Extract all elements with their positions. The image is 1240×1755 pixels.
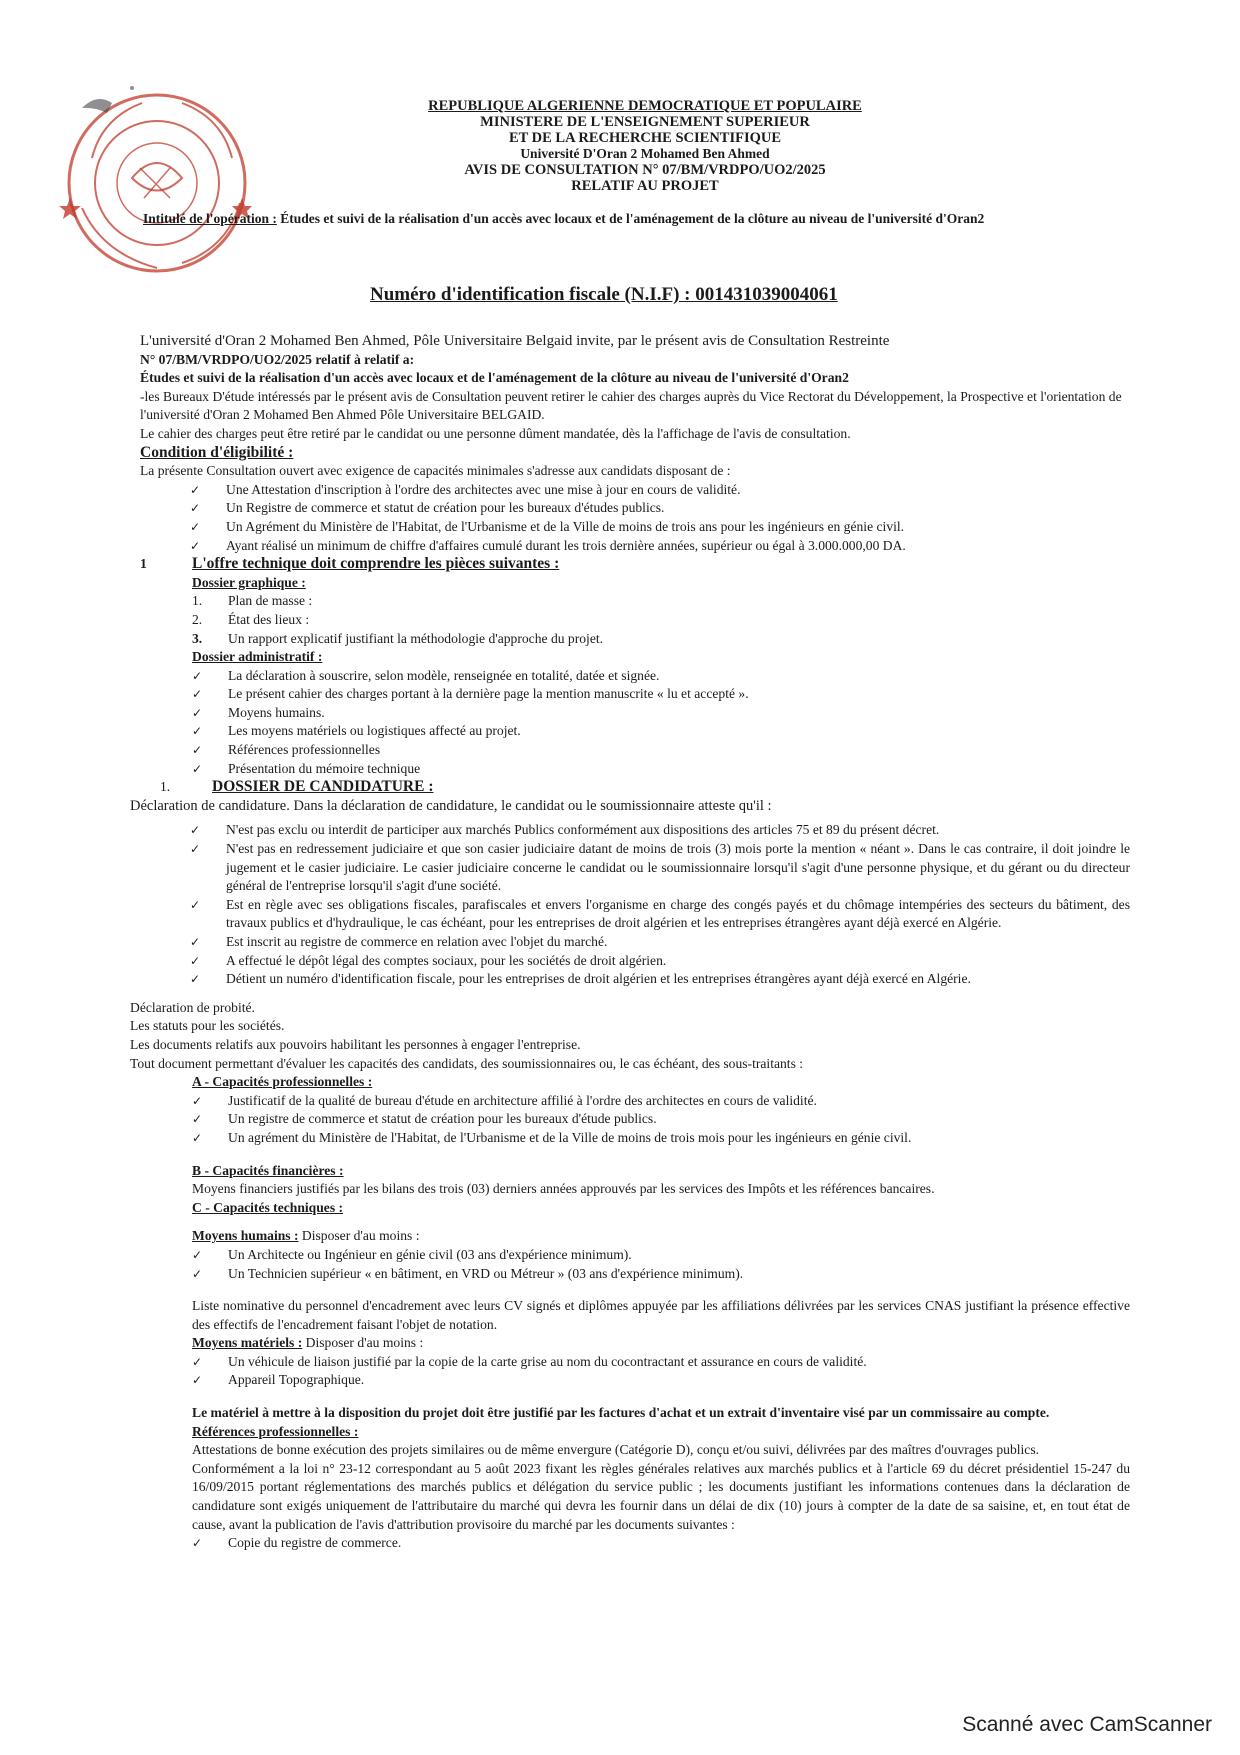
offre-number: 1 <box>140 556 147 572</box>
list-item: ✓ Est inscrit au registre de commerce en relation avec l'objet du marché. <box>190 933 1130 952</box>
check-icon: ✓ <box>190 501 201 516</box>
capacites-techniques-title: C - Capacités techniques : <box>192 1199 344 1215</box>
liste-nominative: Liste nominative du personnel d'encadrement avec leurs CV signés et diplômes appuyée par les affiliations délivrées par les services CNAS justifiant la présence effective des effectifs de l'encadrement faisant l'objet de notation. <box>192 1298 1130 1332</box>
header-recherche: ET DE LA RECHERCHE SCIENTIFIQUE <box>508 130 782 146</box>
check-icon: ✓ <box>190 823 201 838</box>
list-item: ✓ Un registre de commerce et statut de création pour les bureaux d'étude publics. <box>192 1110 1130 1129</box>
list-item: 3. Un rapport explicatif justifiant la méthodologie d'approche du projet. <box>192 630 604 646</box>
check-icon: ✓ <box>192 761 203 776</box>
operation-text: Études et suivi de la réalisation d'un accès avec locaux et de l'aménagement de la clôture au niveau de l'université d'Oran2 <box>280 211 985 226</box>
references-text: Attestations de bonne exécution des projets similaires ou de même envergure (Catégorie D), conçu et/ou suivi, délivrées par des maîtres d'ouvrages publics. <box>192 1442 1040 1458</box>
statuts-societes: Les statuts pour les sociétés. <box>130 1018 285 1034</box>
header-relatif: RELATIF AU PROJET <box>571 178 719 194</box>
eligibilite-title: Condition d'éligibilité : <box>140 443 294 461</box>
candidature-heading <box>140 778 1130 797</box>
list-item: ✓ Est en règle avec ses obligations fiscales, parafiscales et envers l'organisme en charge des congés payés et du chômage intempéries des secteurs du bâtiment, des travaux publics et d'hydraulique, le cas échéant, pour les entreprises de droit algérien et les entreprises étrangères ayant déjà exercé en Algérie. <box>190 896 1130 931</box>
list-item: ✓ Les moyens matériels ou logistiques affecté au projet. <box>192 722 1130 741</box>
check-icon: ✓ <box>190 538 201 553</box>
list-item: ✓ La déclaration à souscrire, selon modèle, renseignée en totalité, datée et signée. <box>192 667 1130 686</box>
list-item: ✓ Ayant réalisé un minimum de chiffre d'affaires cumulé durant les trois dernière années, supérieur ou égal à 3.000.000,00 DA. <box>190 537 1130 556</box>
documents-pouvoirs: Les documents relatifs aux pouvoirs habilitant les personnes à engager l'entreprise. <box>130 1036 581 1052</box>
list-item: ✓ N'est pas en redressement judiciaire et que son casier judiciaire datant de moins de trois (3) mois porte la mention « néant ». Dans le cas contraire, il doit joindre le jugement et le casier judiciaire. Le casier judiciaire concerne le candidat ou le soumissionnaire lorsqu'il s'agit d'une personne physique, et du gérant ou du directeur général de l'entreprise lorsqu'il s'agit d'une société. <box>190 841 1130 894</box>
check-icon: ✓ <box>190 842 201 857</box>
check-icon: ✓ <box>192 743 203 758</box>
check-icon: ✓ <box>192 1354 203 1369</box>
list-item: ✓ Un véhicule de liaison justifié par la copie de la carte grise au nom du cocontractant et assurance en cours de validité. <box>192 1353 1130 1372</box>
offre-content <box>140 574 1130 779</box>
check-icon: ✓ <box>192 1247 203 1262</box>
list-item: ✓ Appareil Topographique. <box>192 1371 1130 1390</box>
list-item: ✓ Détient un numéro d'identification fiscale, pour les entreprises de droit algérien et les entreprises étrangères ayant déjà exercé en Algérie. <box>190 970 1130 989</box>
check-icon: ✓ <box>192 1130 203 1145</box>
dossier-graphique-title: Dossier graphique : <box>192 574 306 590</box>
candidature-number: 1. <box>160 779 171 795</box>
list-item: ✓ Un Architecte ou Ingénieur en génie civil (03 ans d'expérience minimum). <box>192 1246 1130 1265</box>
materiel-note: Le matériel à mettre à la disposition du projet doit être justifié par les factures d'achat et un extrait d'inventaire visé par un commissaire au compte. <box>192 1405 1050 1421</box>
offre-heading <box>140 555 1130 574</box>
intro-bureaux: -les Bureaux D'étude intéressés par le présent avis de Consultation peuvent retirer le cahier des charges auprès du Vice Rectorat du Développement, la Prospective et l'orientation de l'université d'Oran 2 Mohamed Ben Ahmed Pôle Universitaire BELGAID. <box>140 388 1122 423</box>
header-universite: Université D'Oran 2 Mohamed Ben Ahmed <box>520 146 770 161</box>
intro-object: Études et suivi de la réalisation d'un accès avec locaux et de l'aménagement de la clôture au niveau de l'université d'Oran2 <box>140 370 849 386</box>
check-icon: ✓ <box>192 668 203 683</box>
capacites-financieres-text: Moyens financiers justifiés par les bilans des trois (03) derniers années approuvés par les services des Impôts et les références bancaires. <box>192 1181 935 1197</box>
list-item: ✓ Le présent cahier des charges portant à la dernière page la mention manuscrite « lu et accepté ». <box>192 685 1130 704</box>
check-icon: ✓ <box>192 1373 203 1388</box>
moyens-humains-line: Moyens humains : Disposer d'au moins : <box>192 1228 420 1244</box>
loi-paragraph: Conformément a la loi n° 23-12 correspondant au 5 août 2023 fixant les règles générales relatives aux marchés publics et à l'article 69 du décret présidentiel 15-247 du 16/09/2015 portant réglementations des marchés publics et délégation du service public ; les documents justifiant les informations contenues dans la déclaration de candidature sont exigés uniquement de l'attributaire du marché qui devra les fournir dans un délai de dix (10) jours à compter de la date de sa saisine, et, en tout état de cause, avant la publication de l'avis d'attribution provisoire du marché par les documents suivantes : <box>192 1460 1130 1532</box>
list-item: ✓ Un Agrément du Ministère de l'Habitat, de l'Urbanisme et de la Ville de moins de trois ans pour les ingénieurs en génie civil. <box>190 518 1130 537</box>
check-icon: ✓ <box>190 972 201 987</box>
list-item: ✓ Une Attestation d'inscription à l'ordre des architectes avec une mise à jour en cours de validité. <box>190 481 1130 500</box>
dossier-administratif-title: Dossier administratif : <box>192 649 323 665</box>
intro-reference: N° 07/BM/VRDPO/UO2/2025 relatif à relatif a: <box>140 351 415 367</box>
list-item: ✓ A effectué le dépôt légal des comptes sociaux, pour les sociétés de droit algérien. <box>190 952 1130 971</box>
moyens-materiels-line: Moyens matériels : Disposer d'au moins : <box>192 1335 424 1351</box>
intro-cahier: Le cahier des charges peut être retiré par le candidat ou une personne dûment mandatée, dès la l'affichage de l'avis de consultation. <box>140 425 851 441</box>
check-icon: ✓ <box>190 482 201 497</box>
documents-capacites: Tout document permettant d'évaluer les capacités des candidats, des soumissionnaires ou, le cas échéant, des sous-traitants : <box>130 1055 804 1071</box>
capacites-section <box>140 1073 1130 1553</box>
eligibilite-list <box>140 481 1130 555</box>
check-icon: ✓ <box>192 724 203 739</box>
list-item: ✓ Un Registre de commerce et statut de création pour les bureaux d'études publics. <box>190 499 1130 518</box>
capacites-financieres-title: B - Capacités financières : <box>192 1162 344 1178</box>
document-body <box>130 332 1130 1553</box>
check-icon: ✓ <box>190 953 201 968</box>
document-header <box>300 98 990 194</box>
eligibilite-intro: La présente Consultation ouvert avec exigence de capacités minimales s'adresse aux candidats disposant de : <box>140 463 731 479</box>
list-item: ✓ Justificatif de la qualité de bureau d'étude en architecture affilié à l'ordre des architectes en cours de validité. <box>192 1092 1130 1111</box>
operation-title <box>143 211 984 227</box>
check-icon: ✓ <box>190 519 201 534</box>
declaration-probite: Déclaration de probité. <box>130 999 255 1015</box>
list-item: ✓ Références professionnelles <box>192 741 1130 760</box>
candidature-title: DOSSIER DE CANDIDATURE : <box>212 778 434 796</box>
list-item: 2. État des lieux : <box>192 611 310 627</box>
references-title: Références professionnelles : <box>192 1423 359 1439</box>
candidature-documents <box>130 999 1130 1073</box>
list-item: ✓ Copie du registre de commerce. <box>192 1534 1130 1553</box>
offre-title: L'offre technique doit comprendre les pièces suivantes : <box>192 555 560 573</box>
check-icon: ✓ <box>192 1112 203 1127</box>
check-icon: ✓ <box>190 897 201 912</box>
candidature-list <box>140 821 1130 988</box>
capacites-professionnelles-title: A - Capacités professionnelles : <box>192 1074 373 1090</box>
check-icon: ✓ <box>192 1266 203 1281</box>
list-item: ✓ Moyens humains. <box>192 704 1130 723</box>
check-icon: ✓ <box>192 1093 203 1108</box>
check-icon: ✓ <box>192 1536 203 1551</box>
intro-paragraph: L'université d'Oran 2 Mohamed Ben Ahmed, Pôle Universitaire Belgaid invite, par le présent avis de Consultation Restreinte <box>140 333 890 349</box>
list-item: 1. Plan de masse : <box>192 593 313 609</box>
list-item: ✓ Présentation du mémoire technique <box>192 760 1130 779</box>
list-item: ✓ Un agrément du Ministère de l'Habitat, de l'Urbanisme et de la Ville de moins de trois mois pour les ingénieurs en génie civil. <box>192 1129 1130 1148</box>
nif-heading: Numéro d'identification fiscale (N.I.F) : 001431039004061 <box>370 284 838 305</box>
check-icon: ✓ <box>192 687 203 702</box>
header-ministere: MINISTERE DE L'ENSEIGNEMENT SUPERIEUR <box>480 114 810 130</box>
header-avis: AVIS DE CONSULTATION N° 07/BM/VRDPO/UO2/2025 <box>464 162 826 178</box>
operation-label: Intitulé de l'opération : <box>143 211 277 226</box>
check-icon: ✓ <box>192 705 203 720</box>
header-republique: REPUBLIQUE ALGERIENNE DEMOCRATIQUE ET POPULAIRE <box>428 98 862 114</box>
scanner-watermark: Scanné avec CamScanner <box>962 1713 1212 1736</box>
list-item: ✓ Un Technicien supérieur « en bâtiment, en VRD ou Métreur » (03 ans d'expérience minimum). <box>192 1265 1130 1284</box>
check-icon: ✓ <box>190 935 201 949</box>
candidature-intro: Déclaration de candidature. Dans la déclaration de candidature, le candidat ou le soumissionnaire atteste qu'il : <box>130 797 772 814</box>
official-stamp-icon <box>52 48 252 288</box>
list-item: ✓ N'est pas exclu ou interdit de participer aux marchés Publics conformément aux dispositions des articles 75 et 89 du présent décret. <box>190 821 1130 840</box>
